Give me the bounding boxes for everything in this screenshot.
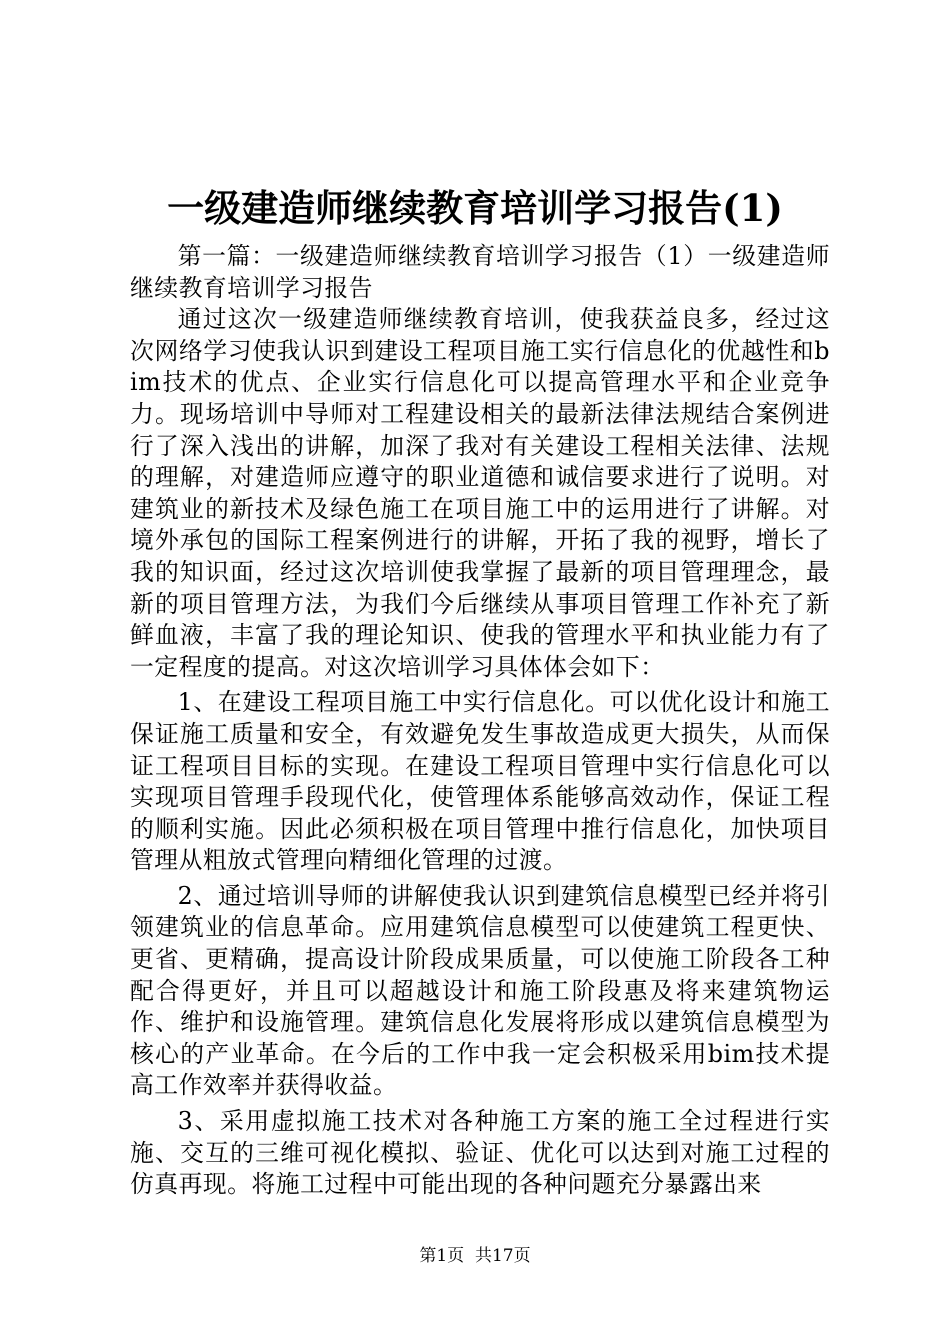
document-title: 一级建造师继续教育培训学习报告(1) — [167, 186, 783, 230]
paragraph-point-3: 3、采用虚拟施工技术对各种施工方案的施工全过程进行实施、交互的三维可视化模拟、验证、优化可以达到对施工过程的仿真再现。将施工过程中可能出现的各种问题充分暴露出来 — [130, 1107, 830, 1199]
document-body — [130, 241, 830, 1201]
paragraph-point-2: 2、通过培训导师的讲解使我认识到建筑信息模型已经并将引领建筑业的信息革命。应用建筑信息模型可以使建筑工程更快、更省、更精确，提高设计阶段成果质量，可以使施工阶段各工种配合得更好，并且可以超越设计和施工阶段惠及将来建筑物运作、维护和设施管理。建筑信息化发展将形成以建筑信息模型为核心的产业革命。在今后的工作中我一定会积极采用bim技术提高工作效率并获得收益。 — [130, 881, 830, 1100]
paragraph-intro: 第一篇：一级建造师继续教育培训学习报告（1）一级建造师继续教育培训学习报告 — [130, 242, 830, 302]
paragraph-point-1: 1、在建设工程项目施工中实行信息化。可以优化设计和施工保证施工质量和安全，有效避免发生事故造成更大损失，从而保证工程项目目标的实现。在建设工程项目管理中实行信息化可以实现项目管理手段现代化，使管理体系能够高效动作，保证工程的顺利实施。因此必须积极在项目管理中推行信息化，加快项目管理从粗放式管理向精细化管理的过渡。 — [130, 688, 830, 875]
page-number-footer: 第1页 共17页 — [419, 1246, 531, 1266]
paragraph-overview: 通过这次一级建造师继续教育培训，使我获益良多，经过这次网络学习使我认识到建设工程项目施工实行信息化的优越性和bim技术的优点、企业实行信息化可以提高管理水平和企业竞争力。现场培训中导师对工程建设相关的最新法律法规结合案例进行了深入浅出的讲解，加深了我对有关建设工程相关法律、法规的理解，对建造师应遵守的职业道德和诚信要求进行了说明。对建筑业的新技术及绿色施工在项目施工中的运用进行了讲解。对境外承包的国际工程案例进行的讲解，开拓了我的视野，增长了我的知识面，经过这次培训使我掌握了最新的项目管理理念，最新的项目管理方法，为我们今后继续从事项目管理工作补充了新鲜血液，丰富了我的理论知识、使我的管理水平和执业能力有了一定程度的提高。对这次培训学习具体体会如下： — [130, 305, 830, 681]
